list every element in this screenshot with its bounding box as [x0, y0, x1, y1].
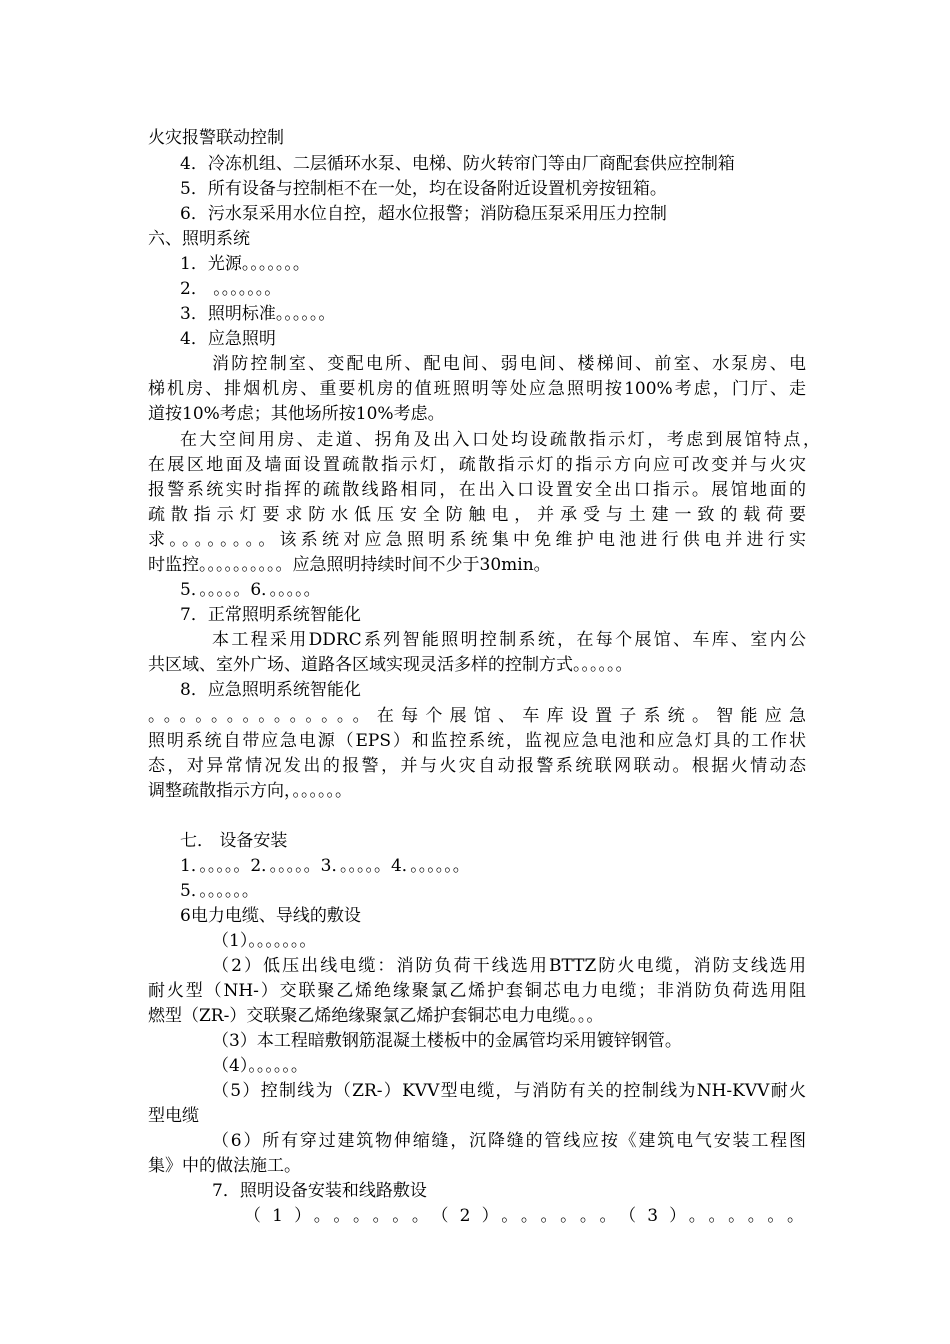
text-line: 1．。。。。。2．。。。。。3．。。。。。4．。。。。。。: [180, 856, 470, 876]
text-line: 态，对异常情况发出的报警，并与火灾自动报警系统联网联动。根据火情动态: [148, 756, 806, 776]
text-line: 燃型（ZR-）交联聚乙烯绝缘聚氯乙烯护套铜芯电力电缆。。。: [148, 1006, 604, 1026]
text-line: 调整疏散指示方向，。。。。。。: [148, 781, 352, 801]
text-line: 疏散指示灯要求防水低压安全防触电，并承受与土建一致的载荷要: [148, 505, 806, 525]
text-line: 道按10%考虑；其他场所按10%考虑。: [148, 404, 445, 424]
text-line: 。。。。。。。。。。。。。。在每个展馆、车库设置子系统。智能应急: [148, 706, 806, 726]
text-line: 消防控制室、变配电所、配电间、弱电间、楼梯间、前室、水泵房、电: [212, 354, 806, 374]
text-line: 5．。。。。。。: [180, 881, 259, 901]
text-line: 本工程采用DDRC系列智能照明控制系统，在每个展馆、车库、室内公: [212, 630, 806, 650]
text-line: 七． 设备安装: [180, 831, 288, 851]
text-line: （1）。。。。。。（2）。。。。。。（3）。。。。。。: [244, 1206, 804, 1226]
text-line: 报警系统实时指挥的疏散线路相同，在出入口设置安全出口指示。展馆地面的: [148, 480, 806, 500]
text-line: （6）所有穿过建筑物伸缩缝，沉降缝的管线应按《建筑电气安装工程图: [212, 1131, 806, 1151]
text-line: 时监控。。。。。。。。。。应急照明持续时间不少于30min。: [148, 555, 551, 575]
text-line: 7．正常照明系统智能化: [180, 605, 361, 625]
text-line: 6．污水泵采用水位自控，超水位报警；消防稳压泵采用压力控制: [180, 204, 667, 224]
text-line: 3．照明标准。。。。。。: [180, 304, 336, 324]
text-line: （2）低压出线电缆：消防负荷干线选用BTTZ防火电缆，消防支线选用: [212, 956, 806, 976]
text-line: 火灾报警联动控制: [148, 128, 284, 148]
text-line: 4．应急照明: [180, 329, 276, 349]
text-line: （4）。。。。。。: [212, 1056, 308, 1076]
text-line: 耐火型（NH-）交联聚乙烯绝缘聚氯乙烯护套铜芯电力电缆；非消防负荷选用阻: [148, 981, 806, 1001]
text-line: 求。。。。。。。。该系统对应急照明系统集中免维护电池进行供电并进行实: [148, 530, 806, 550]
text-line: 在展区地面及墙面设置疏散指示灯，疏散指示灯的指示方向应可改变并与火灾: [148, 455, 806, 475]
text-line: 2． 。。。。。。。: [180, 279, 282, 299]
text-line: 7．照明设备安装和线路敷设: [212, 1181, 427, 1201]
text-line: 型电缆: [148, 1106, 199, 1126]
text-line: 1．光源。。。。。。。: [180, 254, 310, 274]
text-line: 梯机房、排烟机房、重要机房的值班照明等处应急照明按100%考虑，门厅、走: [148, 379, 806, 399]
text-line: 5．所有设备与控制柜不在一处，均在设备附近设置机旁按钮箱。: [180, 179, 667, 199]
text-line: （3）本工程暗敷钢筋混凝土楼板中的金属管均采用镀锌钢管。: [212, 1031, 682, 1051]
text-line: 六、照明系统: [148, 229, 250, 249]
text-line: （1）。。。。。。。: [212, 931, 317, 951]
text-line: 5．。。。。。6．。。。。。: [180, 580, 321, 600]
text-line: （5）控制线为（ZR-）KVV型电缆，与消防有关的控制线为NH-KVV耐火: [212, 1081, 806, 1101]
text-line: 在大空间用房、走道、拐角及出入口处均设疏散指示灯，考虑到展馆特点，: [180, 430, 820, 450]
text-line: 共区域、室外广场、道路各区域实现灵活多样的控制方式。。。。。。: [148, 655, 633, 675]
text-line: 集》中的做法施工。: [148, 1156, 301, 1176]
text-line: 照明系统自带应急电源（EPS）和监控系统，监视应急电池和应急灯具的工作状: [148, 731, 806, 751]
text-line: 4．冷冻机组、二层循环水泵、电梯、防火转帘门等由厂商配套供应控制箱: [180, 154, 735, 174]
text-line: 6电力电缆、导线的敷设: [180, 906, 361, 926]
text-line: 8．应急照明系统智能化: [180, 680, 361, 700]
